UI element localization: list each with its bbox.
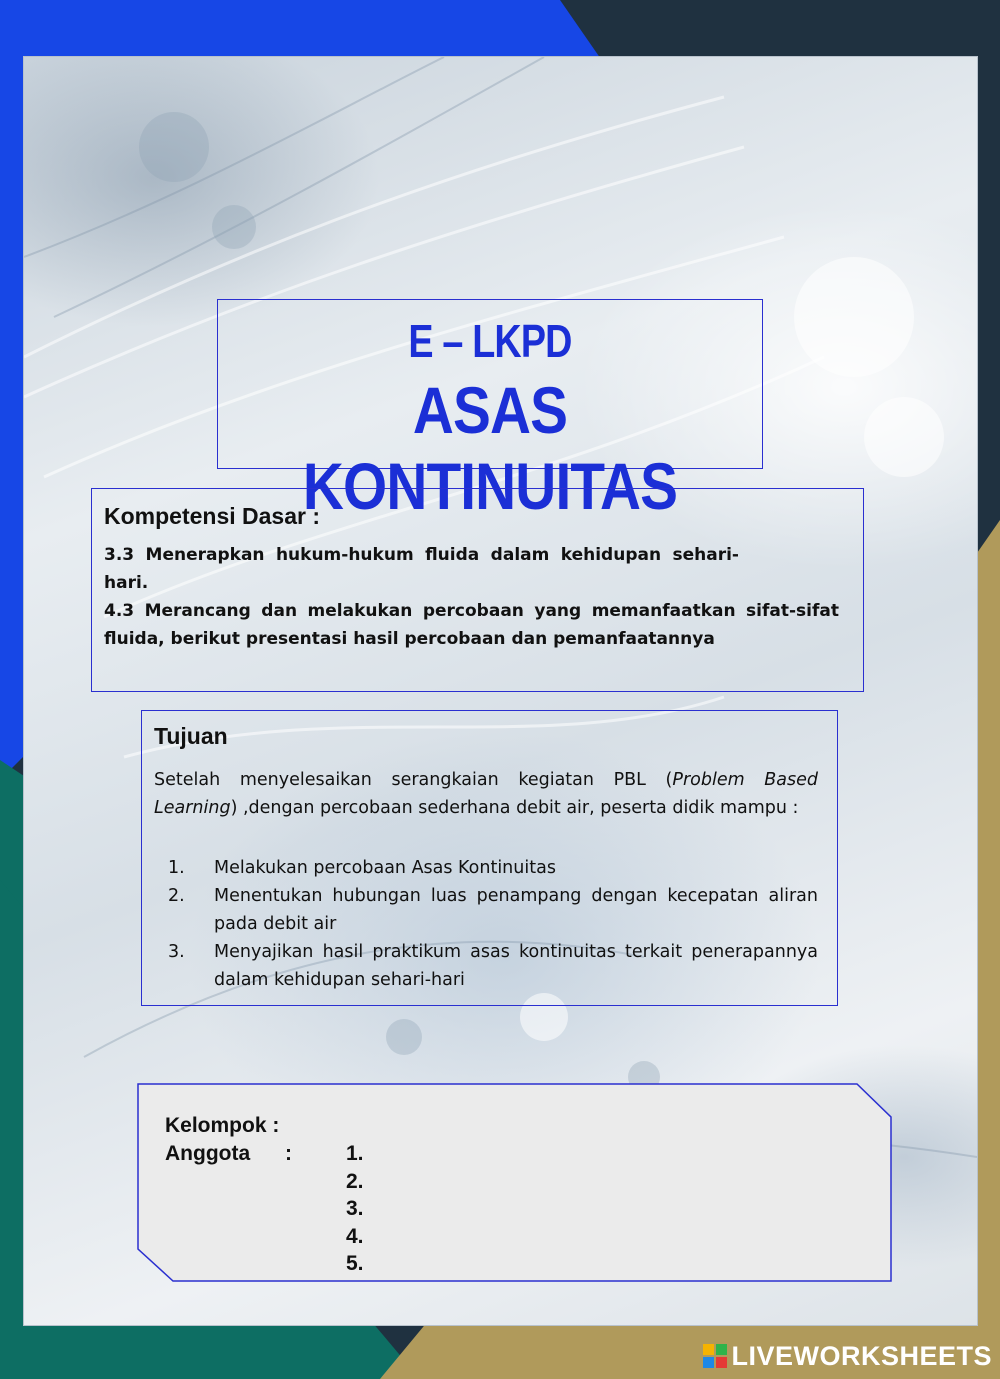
- tujuan-box: [141, 710, 838, 1006]
- liveworksheets-text: LIVEWORKSHEETS: [731, 1340, 992, 1371]
- kelompok-box: [137, 1083, 892, 1284]
- anggota-colon: :: [285, 1142, 292, 1165]
- kompetensi-item-3-3: 3.3 Menerapkan hukum-hukum fluida dalam kehidupan sehari-hari.: [104, 545, 739, 593]
- member-number-4: 4.: [346, 1225, 364, 1248]
- tujuan-intro: Setelah menyelesaikan serangkaian kegiatan PBL (Problem Based Learning) ,dengan percobaan sederhana debit air, peserta didik mampu :: [154, 770, 818, 818]
- title-box: [217, 299, 763, 523]
- title-elkpd: E – LKPD: [408, 315, 572, 367]
- anggota-label: Anggota: [165, 1142, 251, 1165]
- title-asas-kontinuitas: ASAS KONTINUITAS: [302, 373, 678, 523]
- kompetensi-dasar-box: [91, 488, 864, 692]
- kelompok-label: Kelompok :: [165, 1114, 280, 1137]
- list-item: 2. Menentukan hubungan luas penampang dengan kecepatan aliran pada debit air: [168, 886, 818, 934]
- liveworksheets-logo-icon: [703, 1344, 727, 1368]
- tujuan-list: [154, 854, 818, 994]
- tujuan-heading: Tujuan: [154, 723, 228, 749]
- member-number-2: 2.: [346, 1170, 364, 1193]
- kompetensi-item-4-3: 4.3 Merancang dan melakukan percobaan yang memanfaatkan sifat-sifat fluida, berikut presentasi hasil percobaan dan pemanfaatannya: [104, 601, 839, 649]
- worksheet-page: [23, 56, 978, 1326]
- member-number-1: 1.: [346, 1142, 364, 1165]
- kompetensi-dasar-heading: Kompetensi Dasar :: [104, 503, 321, 529]
- member-number-3: 3.: [346, 1197, 364, 1220]
- member-number-5: 5.: [346, 1252, 364, 1275]
- liveworksheets-branding[interactable]: [703, 1341, 992, 1371]
- list-item: 3. Menyajikan hasil praktikum asas kontinuitas terkait penerapannya dalam kehidupan sehari-hari: [168, 942, 818, 990]
- list-item: 1. Melakukan percobaan Asas Kontinuitas: [168, 858, 556, 878]
